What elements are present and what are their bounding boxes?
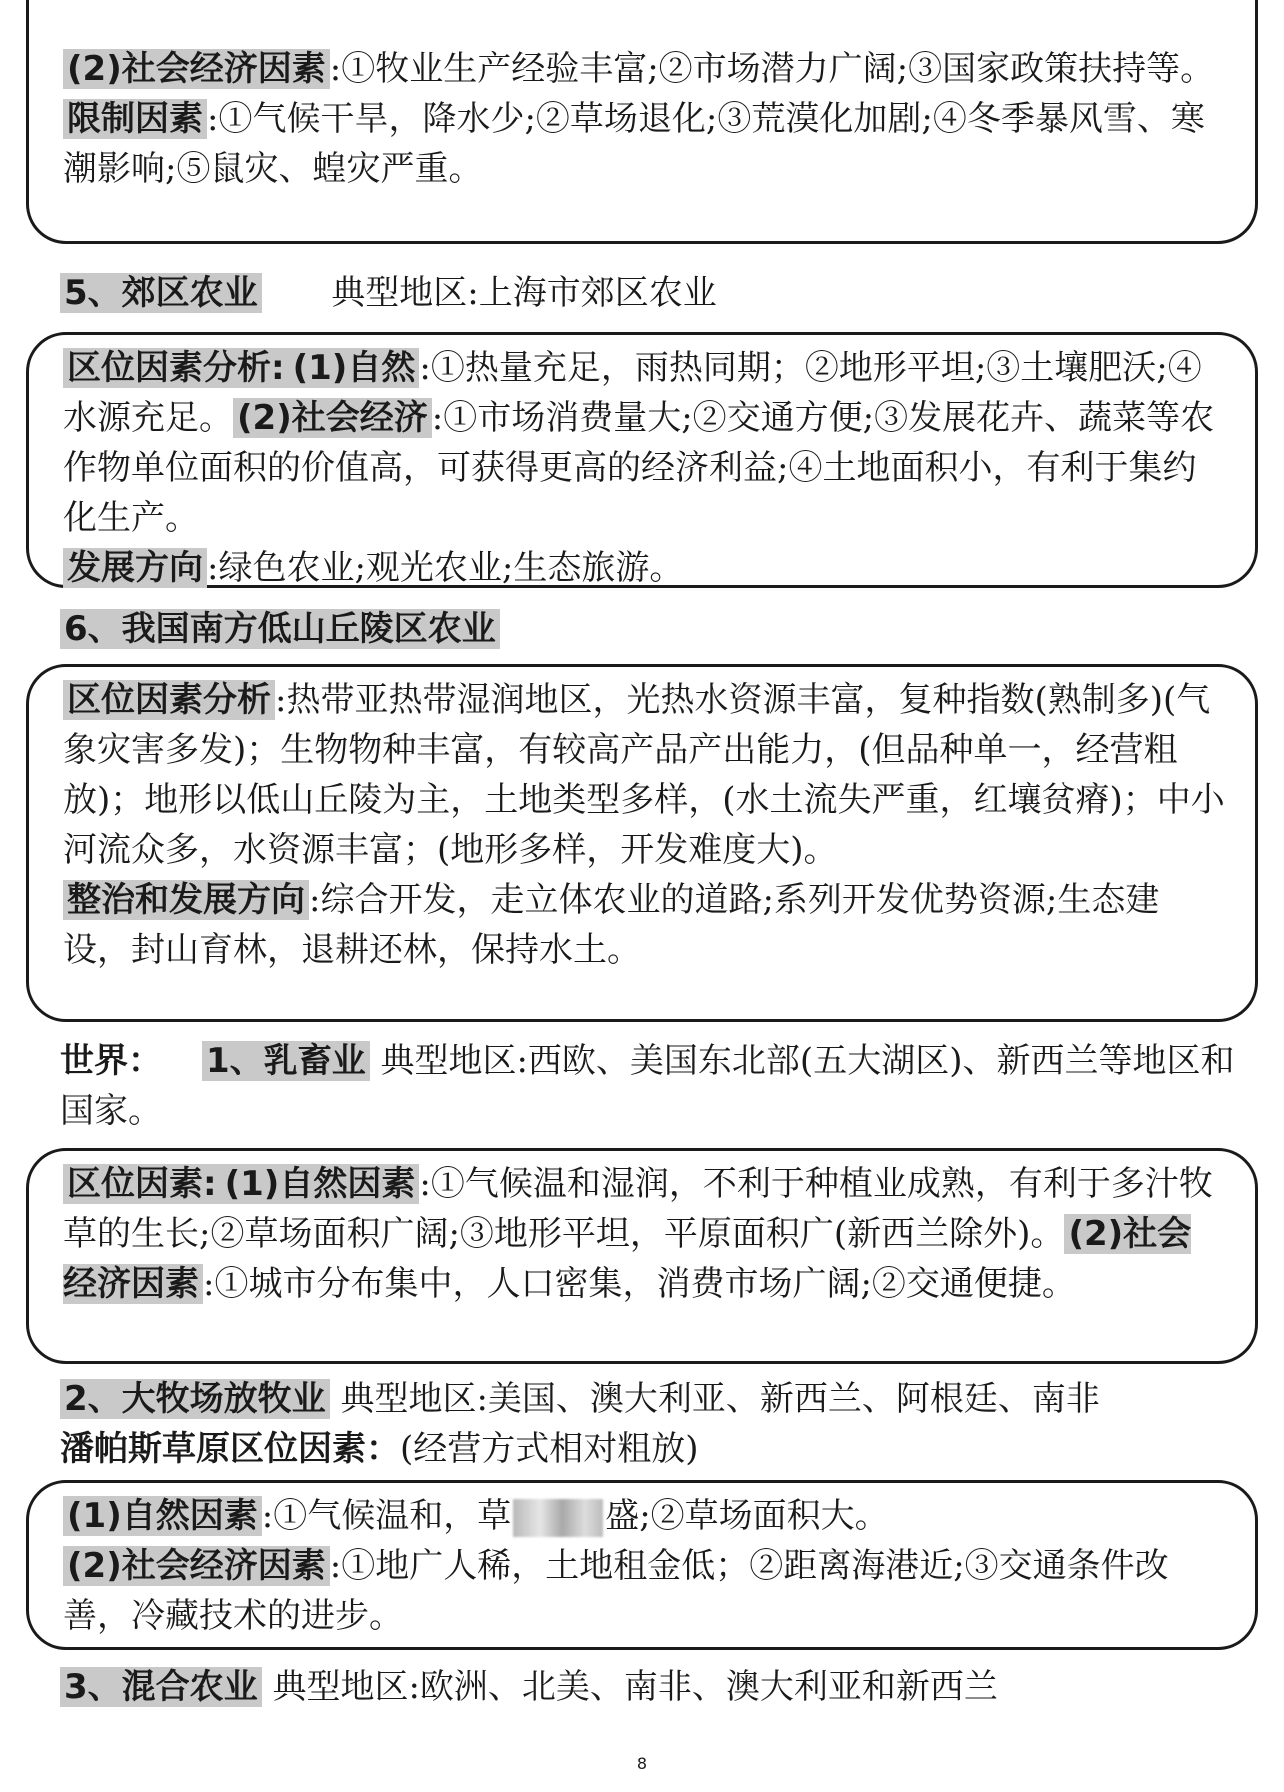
ranching-title: 2、大牧场放牧业 xyxy=(60,1379,330,1419)
ranch-social-paragraph xyxy=(63,1541,1225,1641)
development-direction-paragraph xyxy=(63,543,1225,593)
ranching-factors-box xyxy=(26,1480,1258,1650)
limiting-factors-label: 限制因素 xyxy=(63,99,207,139)
pampas-label: 潘帕斯草原区位因素： xyxy=(60,1429,400,1469)
hill-location-analysis-text: :热带亚热带湿润地区，光热水资源丰富，复种指数(熟制多)(气象灾害多发)；生物物种丰富，有较高产品产出能力，(但品种单一，经营粗放)；地形以低山丘陵为主，土地类型多样，(水土流失严重，红壤贫瘠)；中小河流众多，水资源丰富；(地形多样，开发难度大)。 xyxy=(63,680,1225,870)
mixed-agriculture-heading xyxy=(60,1662,998,1712)
pampas-note: (经营方式相对粗放) xyxy=(400,1429,699,1469)
dairy-social-label: (2)社会经济因素 xyxy=(63,1214,1192,1304)
dairy-location-label: 区位因素: xyxy=(63,1164,221,1204)
world-dairy-heading xyxy=(60,1036,1240,1136)
dairy-natural-text: :①气候温和湿润，不利于种植业成熟，有利于多汁牧草的生长;②草场面积广阔;③地形平坦，平原面积广(新西兰除外)。 xyxy=(63,1164,1213,1254)
dairy-social-text: :①城市分布集中，人口密集，消费市场广阔;②交通便捷。 xyxy=(203,1264,1076,1304)
dairy-natural-label: (1)自然因素 xyxy=(221,1164,420,1204)
blurred-text-region xyxy=(513,1499,603,1537)
suburban-location-factors-paragraph xyxy=(63,343,1225,543)
ranching-typical-region: 典型地区:美国、澳大利亚、新西兰、阿根廷、南非 xyxy=(329,1379,1100,1419)
ranch-natural-text-end: 盛;②草场面积大。 xyxy=(605,1496,889,1536)
social-economic-factors-paragraph xyxy=(63,44,1225,94)
hill-development-paragraph xyxy=(63,875,1225,975)
ranching-heading xyxy=(60,1374,1240,1474)
dairy-location-factors-paragraph xyxy=(63,1159,1225,1309)
pasture-factors-box xyxy=(26,0,1258,244)
hill-location-factors-paragraph xyxy=(63,675,1225,875)
hill-location-analysis-label: 区位因素分析 xyxy=(63,680,275,720)
section-5-title: 5、郊区农业 xyxy=(60,273,262,313)
location-analysis-label: 区位因素分析: xyxy=(63,348,289,388)
development-direction-text: :绿色农业;观光农业;生态旅游。 xyxy=(207,548,684,588)
ranch-natural-paragraph xyxy=(63,1491,1225,1541)
suburban-agriculture-box xyxy=(26,332,1258,588)
hill-development-label: 整治和发展方向 xyxy=(63,880,309,920)
mixed-agriculture-typical-region: 典型地区:欧洲、北美、南非、澳大利亚和新西兰 xyxy=(261,1667,998,1707)
ranching-title-line xyxy=(60,1374,1240,1424)
limiting-factors-paragraph xyxy=(63,94,1225,194)
development-direction-label: 发展方向 xyxy=(63,548,207,588)
dairy-farming-box xyxy=(26,1148,1258,1364)
social-economic-label: (2)社会经济 xyxy=(233,398,432,438)
section-6-heading xyxy=(60,604,500,654)
natural-factors-text: :①热量充足，雨热同期；②地形平坦;③土壤肥沃;④水源充足。 xyxy=(63,348,1202,438)
section-6-title: 6、我国南方低山丘陵区农业 xyxy=(60,609,500,649)
limiting-factors-text: :①气候干旱，降水少;②草场退化;③荒漠化加剧;④冬季暴风雪、寒潮影响;⑤鼠灾、蝗灾严重。 xyxy=(63,99,1205,189)
page-number: 8 xyxy=(636,1754,648,1773)
ranch-social-text: :①地广人稀，土地租金低；②距离海港近;③交通条件改善，冷藏技术的进步。 xyxy=(63,1546,1169,1636)
social-economic-text: :①市场消费量大;②交通方便;③发展花卉、蔬菜等农作物单位面积的价值高，可获得更高的经济利益;④土地面积小，有利于集约化生产。 xyxy=(63,398,1215,538)
dairy-title: 1、乳畜业 xyxy=(202,1041,370,1081)
dairy-typical-region: 典型地区:西欧、美国东北部(五大湖区)、新西兰等地区和国家。 xyxy=(60,1041,1235,1131)
section-5-typical-region: 典型地区:上海市郊区农业 xyxy=(331,273,717,313)
social-economic-factors-text: :①牧业生产经验丰富;②市场潜力广阔;③国家政策扶持等。 xyxy=(329,49,1215,89)
ranch-natural-text-start: :①气候温和，草 xyxy=(261,1496,512,1536)
southern-hill-agriculture-box xyxy=(26,664,1258,1022)
hill-development-text: :综合开发，走立体农业的道路;系列开发优势资源;生态建设，封山育林，退耕还林，保持水土。 xyxy=(63,880,1160,970)
social-economic-factors-label: (2)社会经济因素 xyxy=(63,49,330,89)
pampas-line xyxy=(60,1424,1240,1474)
natural-label: (1)自然 xyxy=(289,348,420,388)
ranch-natural-label: (1)自然因素 xyxy=(63,1496,262,1536)
section-5-heading xyxy=(60,268,717,318)
world-label: 世界： xyxy=(60,1041,162,1081)
ranch-social-label: (2)社会经济因素 xyxy=(63,1546,330,1586)
mixed-agriculture-title: 3、混合农业 xyxy=(60,1667,262,1707)
